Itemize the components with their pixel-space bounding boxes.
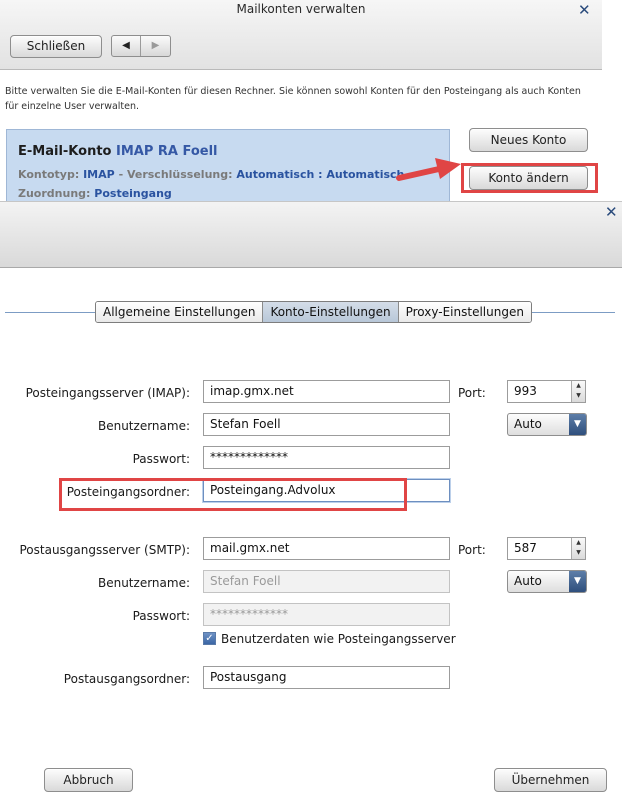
- outgoing-auth-value: Auto: [514, 574, 542, 588]
- incoming-username-input[interactable]: Stefan Foell: [203, 413, 450, 436]
- arrow-right-icon[interactable]: ▶: [151, 40, 160, 51]
- encryption-label: - Verschlüsselung:: [118, 168, 233, 181]
- settings-tabs: [95, 301, 532, 323]
- description-text: Bitte verwalten Sie die E-Mail-Konten für diesen Rechner. Sie können sowohl Konten für den Posteingang als auch Konten für einzelne User verwalten.: [5, 86, 581, 112]
- edit-account-button[interactable]: Konto ändern: [469, 166, 588, 190]
- checkmark-icon[interactable]: ✓: [203, 632, 216, 645]
- outgoing-port-label: Port:: [458, 543, 486, 557]
- outgoing-auth-select[interactable]: [507, 570, 587, 593]
- outgoing-password-label: Passwort:: [132, 609, 190, 623]
- cancel-button[interactable]: Abbruch: [44, 768, 133, 792]
- same-credentials-checkbox-label[interactable]: Benutzerdaten wie Posteingangsserver: [221, 632, 456, 646]
- outgoing-folder-input[interactable]: Postausgang: [203, 666, 450, 689]
- close-icon[interactable]: ✕: [605, 203, 618, 221]
- incoming-username-label: Benutzername:: [97, 419, 190, 433]
- account-list-item[interactable]: [6, 129, 450, 205]
- new-account-button[interactable]: Neues Konto: [469, 128, 588, 152]
- outgoing-username-label: Benutzername:: [97, 576, 190, 590]
- annotation-highlight-box: [59, 478, 407, 511]
- apply-button[interactable]: Übernehmen: [494, 768, 607, 792]
- outgoing-password-input[interactable]: *************: [203, 603, 450, 626]
- account-heading: [18, 144, 218, 159]
- annotation-highlight-box: [461, 163, 598, 193]
- incoming-port-value: 993: [514, 384, 537, 398]
- assignment-label: Zuordnung:: [18, 187, 91, 200]
- incoming-auth-value: Auto: [514, 417, 542, 431]
- incoming-auth-select[interactable]: [507, 413, 587, 436]
- tab-proxy-settings[interactable]: Proxy-Einstellungen: [399, 302, 531, 322]
- incoming-port-stepper[interactable]: [507, 380, 586, 403]
- encryption-value: Automatisch : Automatisch: [236, 168, 405, 181]
- spinner-arrows-icon[interactable]: ▲ ▼: [571, 381, 585, 402]
- incoming-folder-label: Posteingangsordner:: [66, 485, 190, 499]
- chevron-down-icon: ▼: [569, 414, 586, 435]
- incoming-password-input[interactable]: *************: [203, 446, 450, 469]
- chevron-down-icon: ▼: [569, 571, 586, 592]
- account-name: IMAP RA Foell: [116, 144, 218, 159]
- tab-general-settings[interactable]: Allgemeine Einstellungen: [96, 302, 263, 322]
- settings-dialog-titlebar: [0, 201, 622, 268]
- assignment-value: Posteingang: [94, 187, 172, 200]
- account-type-label: Kontotyp:: [18, 168, 80, 181]
- annotation-arrow-icon: [395, 152, 465, 184]
- outgoing-folder-label: Postausgangsordner:: [63, 672, 190, 686]
- outgoing-server-input[interactable]: mail.gmx.net: [203, 537, 450, 560]
- outgoing-username-input[interactable]: Stefan Foell: [203, 570, 450, 593]
- navigation-buttons: [111, 35, 171, 57]
- incoming-password-label: Passwort:: [132, 452, 190, 466]
- incoming-folder-input[interactable]: Posteingang.Advolux: [203, 479, 450, 502]
- account-assignment-line: [18, 187, 172, 200]
- arrow-left-icon[interactable]: ◀: [112, 36, 141, 56]
- incoming-server-label: Posteingangsserver (IMAP):: [25, 386, 190, 400]
- dialog-title: Mailkonten verwalten: [236, 2, 366, 16]
- spinner-arrows-icon[interactable]: ▲ ▼: [571, 538, 585, 559]
- incoming-port-label: Port:: [458, 386, 486, 400]
- outgoing-server-label: Postausgangsserver (SMTP):: [19, 543, 190, 557]
- incoming-server-input[interactable]: imap.gmx.net: [203, 380, 450, 403]
- outgoing-port-value: 587: [514, 541, 537, 555]
- close-button[interactable]: Schließen: [10, 35, 102, 58]
- account-type-line: [18, 168, 404, 181]
- account-heading-prefix: E-Mail-Konto: [18, 144, 112, 159]
- outgoing-port-stepper[interactable]: [507, 537, 586, 560]
- close-icon[interactable]: ✕: [578, 1, 591, 19]
- account-type-value: IMAP: [83, 168, 115, 181]
- tab-account-settings[interactable]: Konto-Einstellungen: [263, 302, 398, 322]
